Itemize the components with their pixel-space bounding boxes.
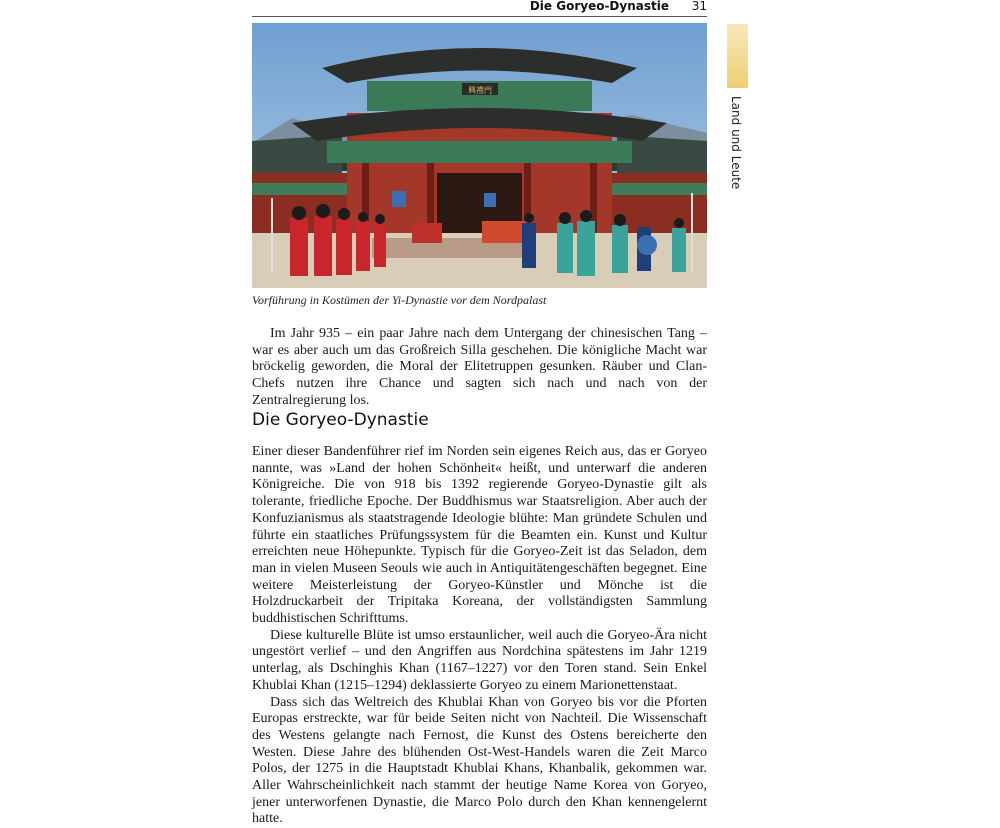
figure-caption: Vorführung in Kostümen der Yi-Dynastie vor dem Nordpalast (252, 293, 547, 307)
palace-illustration (252, 23, 707, 288)
section-body (252, 444, 707, 828)
running-title: Die Goryeo-Dynastie (529, 0, 669, 13)
palace-sign: 興禮門 (468, 86, 492, 95)
running-header (252, 0, 707, 17)
body-paragraph: Diese kulturelle Blüte ist umso erstaunlicher, weil auch die Goryeo-Ära nicht ungestört verlief – und den Angriffen aus Nordchina spätestens im Jahr 1219 unterlag, als Dschinghis Khan (1167–1227) vor den Toren stand. Sein Enkel Khublai Khan (1215–1294) deklassierte Goryeo zu einem Marionettenstaat. (252, 627, 707, 693)
palace-photo (252, 23, 707, 288)
page-number: 31 (691, 0, 707, 13)
body-paragraph: Einer dieser Bandenführer rief im Norden sein eigenes Reich aus, das er Goryeo nannte, was »Land der hohen Schönheit« heißt, und unterwarf die anderen Königreiche. Die von 918 bis 1392 regierende Goryeo-Dynastie gilt als tolerante, friedliche Epoche. Der Buddhismus war Staatsreligion. Aber auch der Konfuzianismus als staatstragende Ideologie blühte: Man gründete Schulen und führte ein staatliches Prüfungssystem für die Beamten ein. Kunst und Kultur erreichten neue Höhepunkte. Typisch für die Goryeo-Zeit ist das Seladon, dem man in vielen Museen Seouls wie auch in Antiquitätengeschäften begegnet. Eine weitere Meisterleistung der Goryeo-Künstler und Mönche ist die Holzdruckarbeit der Tripitaka Koreana, der vollständigsten Sammlung buddhistischen Schrifttums. (252, 444, 707, 627)
chapter-tab-marker (727, 24, 748, 88)
section-heading: Die Goryeo-Dynastie (252, 410, 429, 430)
chapter-tab-label: Land und Leute (729, 96, 743, 190)
intro-text (252, 326, 707, 410)
intro-paragraph: Im Jahr 935 – ein paar Jahre nach dem Untergang der chinesischen Tang – war es aber auch um das Großreich Silla geschehen. Die königliche Macht war bröckelig geworden, die Moral der Elitetruppen gesunken. Räuber und Clan-Chefs nutzen ihre Chance und sagten sich nach und nach von der Zentralregierung los. (252, 326, 707, 408)
body-paragraph: Dass sich das Weltreich des Khublai Khan von Goryeo bis vor die Pforten Europas erstreckte, war für beide Seiten nicht von Nachteil. Die Wissenschaft des Westens gelangte nach Fernost, die Kunst des Ostens bereicherte den Westen. Diese Jahre des blühenden Ost-West-Handels waren die Zeit Marco Polos, der 1275 in die Hauptstadt Khublai Khans, Khanbalik, gekommen war. Aller Wahrscheinlichkeit nach stammt der heutige Name Korea von Goryeo, jener unterworfenen Dynastie, die Marco Polo durch den Khan kennengelernt hatte. (252, 694, 707, 827)
